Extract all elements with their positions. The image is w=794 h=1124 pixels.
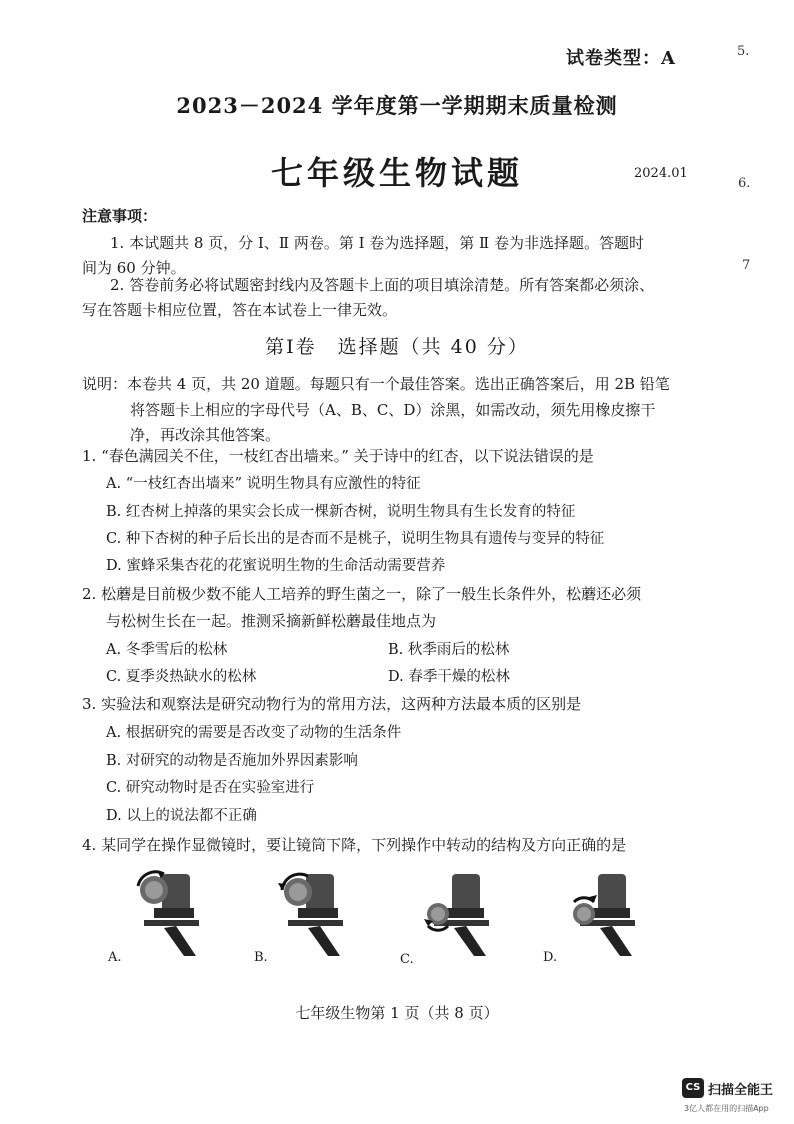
notice-item-1-line-2: 间为 60 分钟。 [82, 259, 186, 277]
microscope-label-b: B. [254, 950, 268, 965]
exam-title: 2023－2024 学年度第一学期期末质量检测 [176, 93, 618, 118]
question-3-option-c: C. 研究动物时是否在实验室进行 [106, 780, 315, 796]
question-3-option-a: A. 根据研究的需要是否改变了动物的生活条件 [106, 725, 402, 741]
question-2-stem-line-2: 与松树生长在一起。推测采摘新鲜松蘑最佳地点为 [106, 612, 437, 630]
section-note-line-1: 说明：本卷共 4 页，共 20 道题。每题只有一个最佳答案。选出正确答案后，用 2B 铅笔 [82, 375, 670, 393]
camscanner-name: 扫描全能王 [708, 1083, 774, 1098]
section-note-line-2: 将答题卡上相应的字母代号（A、B、C、D）涂黑，如需改动，须先用橡皮擦干 [130, 401, 656, 419]
question-4-stem: 4. 某同学在操作显微镜时，要让镜筒下降，下列操作中转动的结构及方向正确的是 [82, 836, 627, 854]
question-3-stem: 3. 实验法和观察法是研究动物行为的常用方法，这两种方法最本质的区别是 [82, 695, 582, 713]
notice-item-2-line-1: 2. 答卷前务必将试题密封线内及答题卡上面的项目填涂清楚。所有答案都必须涂、 [110, 276, 655, 294]
notice-item-1-line-1: 1. 本试题共 8 页，分 Ⅰ、Ⅱ 两卷。第 Ⅰ 卷为选择题，第 Ⅱ 卷为非选择题。答题时 [110, 234, 645, 252]
question-1-option-a: A. “一枝红杏出墙来” 说明生物具有应激性的特征 [106, 476, 421, 492]
question-2-option-d: D. 春季干燥的松林 [388, 669, 510, 685]
microscope-image-a [124, 868, 214, 958]
question-3-option-d: D. 以上的说法都不正确 [106, 808, 257, 824]
margin-number-5: 5. [737, 44, 750, 59]
camscanner-logo-icon: CS [682, 1078, 704, 1098]
question-3-option-b: B. 对研究的动物是否施加外界因素影响 [106, 753, 358, 769]
question-2-option-b: B. 秋季雨后的松林 [388, 642, 510, 658]
margin-number-6: 6. [738, 176, 751, 191]
section-title: 第Ⅰ卷 选择题（共 40 分） [265, 336, 529, 358]
section-note-line-3: 净，再改涂其他答案。 [130, 426, 281, 444]
question-1-option-b: B. 红杏树上掉落的果实会长成一棵新杏树，说明生物具有生长发育的特征 [106, 504, 576, 520]
question-1-option-c: C. 种下杏树的种子后长出的是杏而不是桃子，说明生物具有遗传与变异的特征 [106, 531, 605, 547]
paper-type-label: 试卷类型：A [566, 48, 676, 69]
microscope-label-d: D. [543, 950, 558, 965]
question-2-stem-line-1: 2. 松蘑是目前极少数不能人工培养的野生菌之一，除了一般生长条件外，松蘑还必须 [82, 585, 642, 603]
notice-item-2-line-2: 写在答题卡相应位置，答在本试卷上一律无效。 [82, 301, 398, 319]
microscope-image-b [268, 868, 358, 958]
exam-date: 2024.01 [634, 166, 688, 181]
camscanner-tagline: 3亿人都在用的扫描App [684, 1104, 769, 1113]
subject-title: 七年级生物试题 [270, 154, 523, 192]
notice-heading: 注意事项： [82, 207, 158, 225]
microscope-label-a: A. [108, 950, 122, 965]
question-2-option-a: A. 冬季雪后的松林 [106, 642, 228, 658]
microscope-image-c [414, 868, 504, 958]
margin-number-7: 7 [742, 258, 751, 273]
question-1-option-d: D. 蜜蜂采集杏花的花蜜说明生物的生命活动需要营养 [106, 558, 446, 574]
question-2-option-c: C. 夏季炎热缺水的松林 [106, 669, 257, 685]
microscope-label-c: C. [400, 952, 414, 967]
page-footer: 七年级生物第 1 页（共 8 页） [295, 1004, 499, 1022]
question-1-stem: 1. “春色满园关不住，一枝红杏出墙来。” 关于诗中的红杏，以下说法错误的是 [82, 447, 594, 465]
microscope-image-d [560, 868, 650, 958]
